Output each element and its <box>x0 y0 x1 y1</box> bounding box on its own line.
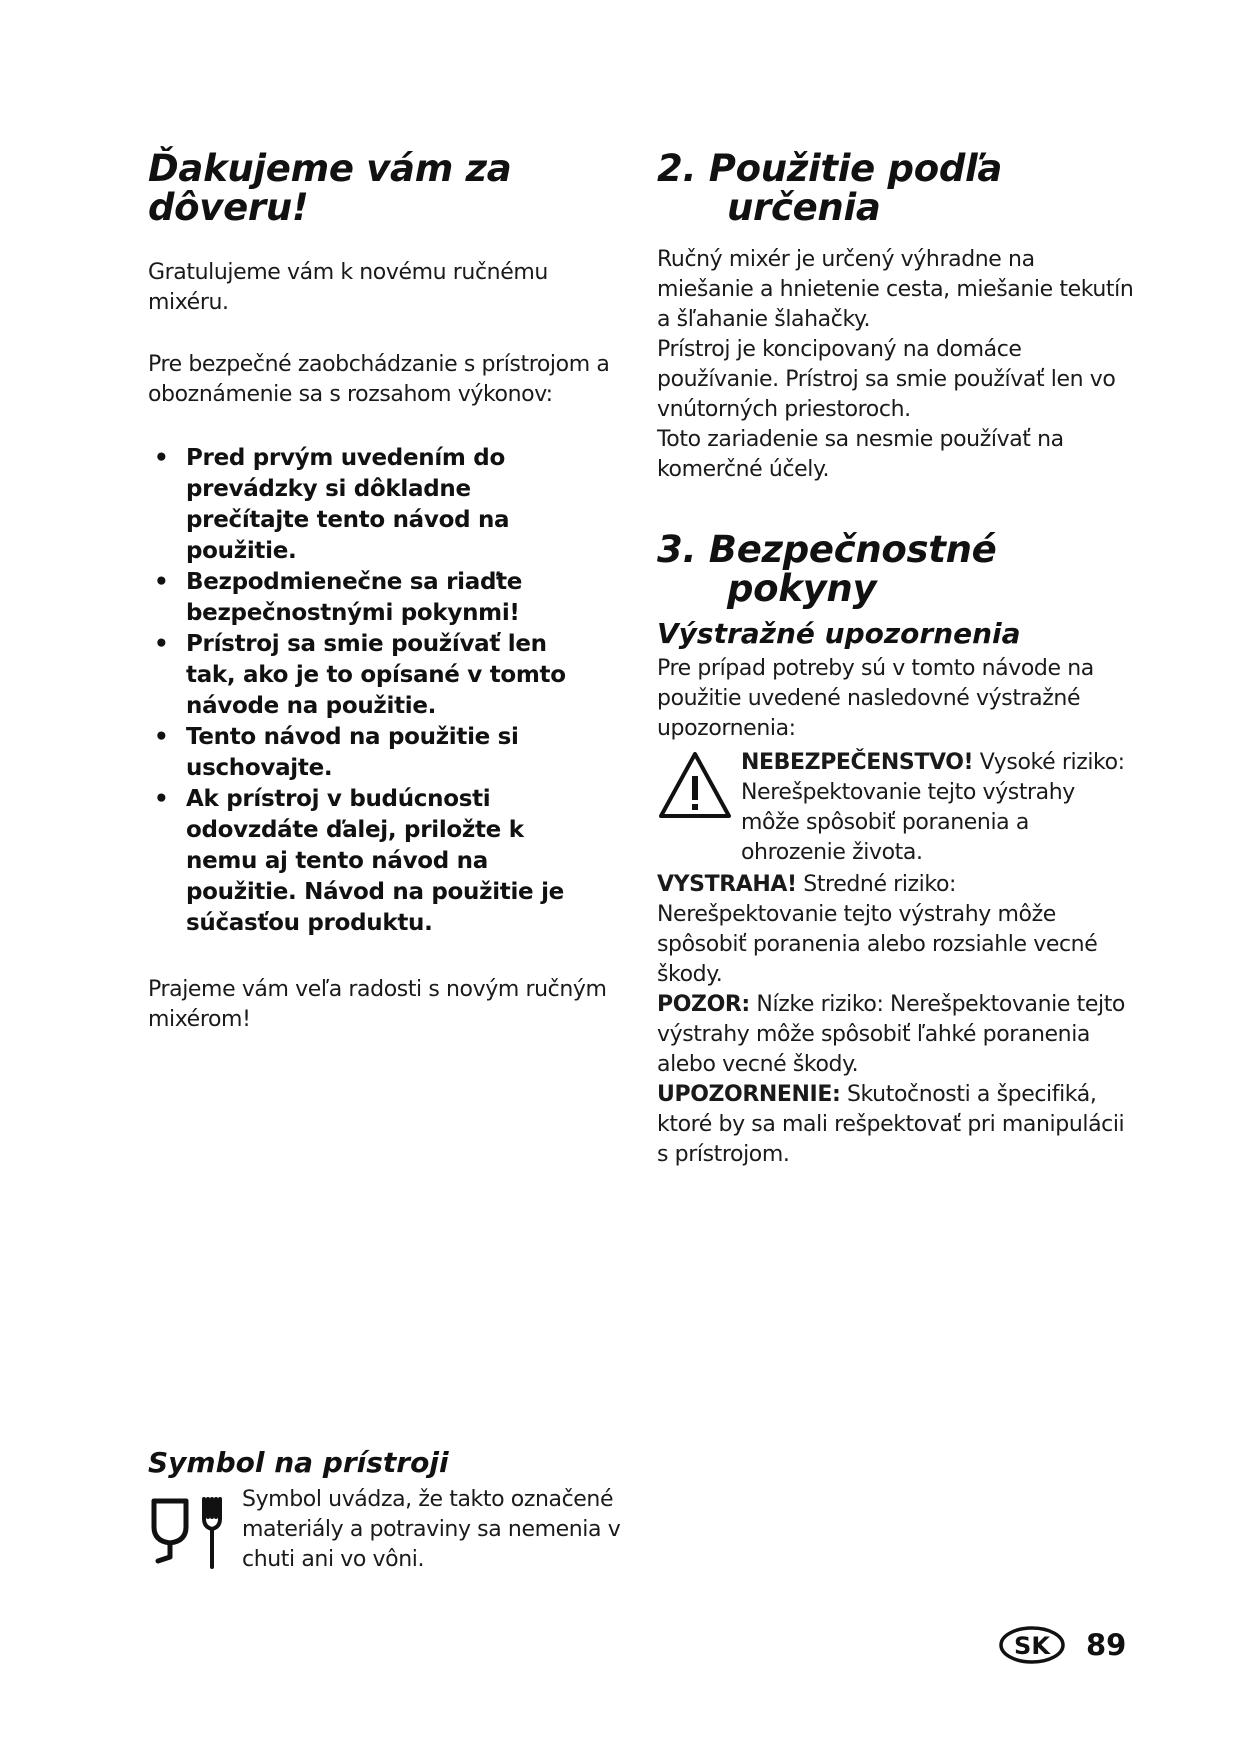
left-column <box>148 148 628 1035</box>
section2-number: 2. <box>657 147 697 190</box>
caution-warning-text <box>657 990 1137 1080</box>
list-item: • Bezpodmienečne sa riaďte bezpečnostnými pokynmi! <box>154 569 523 626</box>
section3-title-line2: pokyny <box>727 567 877 610</box>
section2-heading <box>657 149 1137 227</box>
section2-paragraph-2: Prístroj je koncipovaný na domáce používanie. Prístroj sa smie používať len vo vnútorných priestoroch. <box>657 337 1116 422</box>
thanks-heading-line1: Ďakujeme vám za <box>148 147 512 190</box>
symbol-heading: Symbol na prístroji <box>148 1446 449 1479</box>
page-footer <box>998 1625 1126 1665</box>
list-item: • Tento návod na použitie si uschovajte. <box>154 724 519 781</box>
section3-number: 3. <box>657 528 697 571</box>
safety-bullet-list <box>148 443 598 939</box>
notice-description: Skutočnosti a špecifiká, ktoré by sa mali rešpektovať pri manipulácii s prístrojom. <box>657 1082 1125 1167</box>
danger-warning <box>657 748 1137 868</box>
bullet-icon: • <box>154 569 169 595</box>
caution-description: Nízke riziko: Nerešpektovanie tejto výstrahy môže spôsobiť ľahké poranenia alebo vecné škody. <box>657 992 1125 1077</box>
page-number: 89 <box>1086 1628 1127 1662</box>
section2-paragraph-1: Ručný mixér je určený výhradne na miešanie a hnietenie cesta, miešanie tekutín a šľahanie šlahačky. <box>657 247 1134 332</box>
thanks-heading <box>148 149 628 227</box>
list-item: • Ak prístroj v budúcnosti odovzdáte ďalej, priložte k nemu aj tento návod na použitie. Návod na použitie je súčasťou produktu. <box>154 786 564 936</box>
food-safe-icon <box>148 1497 232 1571</box>
warnings-subheading: Výstražné upozornenia <box>657 617 1021 650</box>
section3-title-line1: Bezpečnostné <box>708 528 997 571</box>
warning-label: VYSTRAHA! <box>657 872 797 897</box>
language-badge-text: SK <box>1014 1632 1050 1660</box>
bullet-icon: • <box>154 786 169 812</box>
warnings-intro: Pre prípad potreby sú v tomto návode na použitie uvedené nasledovné výstražné upozornenia: <box>657 656 1094 741</box>
section3-heading <box>657 530 1137 608</box>
intro-text: Gratulujeme vám k novému ručnému mixéru. <box>148 260 548 315</box>
warning-description: Stredné riziko: Nerešpektovanie tejto výstrahy môže spôsobiť poranenia alebo rozsiahle vecné škody. <box>657 872 1098 987</box>
language-badge <box>998 1625 1066 1665</box>
section2-title-line2: určenia <box>727 186 881 229</box>
warning-warning-text <box>657 870 1137 990</box>
safety-intro-text: Pre bezpečné zaobchádzanie s prístrojom a oboznámenie sa s rozsahom výkonov: <box>148 352 610 407</box>
bullet-icon: • <box>154 445 169 471</box>
notice-label: UPOZORNENIE: <box>657 1082 841 1107</box>
thanks-heading-line2: dôveru! <box>148 186 309 229</box>
section2-title-line1: Použitie podľa <box>708 147 1003 190</box>
notice-warning-text <box>657 1080 1137 1170</box>
symbol-text: Symbol uvádza, že takto označené materiály a potraviny sa nemenia v chuti ani vo vôni. <box>242 1487 621 1572</box>
bullet-icon: • <box>154 724 169 750</box>
section2-paragraph-3: Toto zariadenie sa nesmie používať na komerčné účely. <box>657 427 1064 482</box>
caution-label: POZOR: <box>657 992 750 1017</box>
right-column <box>657 148 1137 1170</box>
list-item: • Prístroj sa smie používať len tak, ako je to opísané v tomto návode na použitie. <box>154 631 566 719</box>
closing-text: Prajeme vám veľa radosti s novým ručným mixérom! <box>148 977 607 1032</box>
symbol-row <box>148 1485 628 1575</box>
danger-warning-text <box>741 748 1137 868</box>
bullet-icon: • <box>154 631 169 657</box>
danger-description: Vysoké riziko: Nerešpektovanie tejto výstrahy môže spôsobiť poranenia a ohrozenie života. <box>741 750 1125 865</box>
danger-label: NEBEZPEČENSTVO! <box>741 750 974 775</box>
symbol-section <box>148 1447 628 1575</box>
warning-triangle-icon <box>657 748 733 824</box>
list-item: • Pred prvým uvedením do prevádzky si dôkladne prečítajte tento návod na použitie. <box>154 445 510 564</box>
